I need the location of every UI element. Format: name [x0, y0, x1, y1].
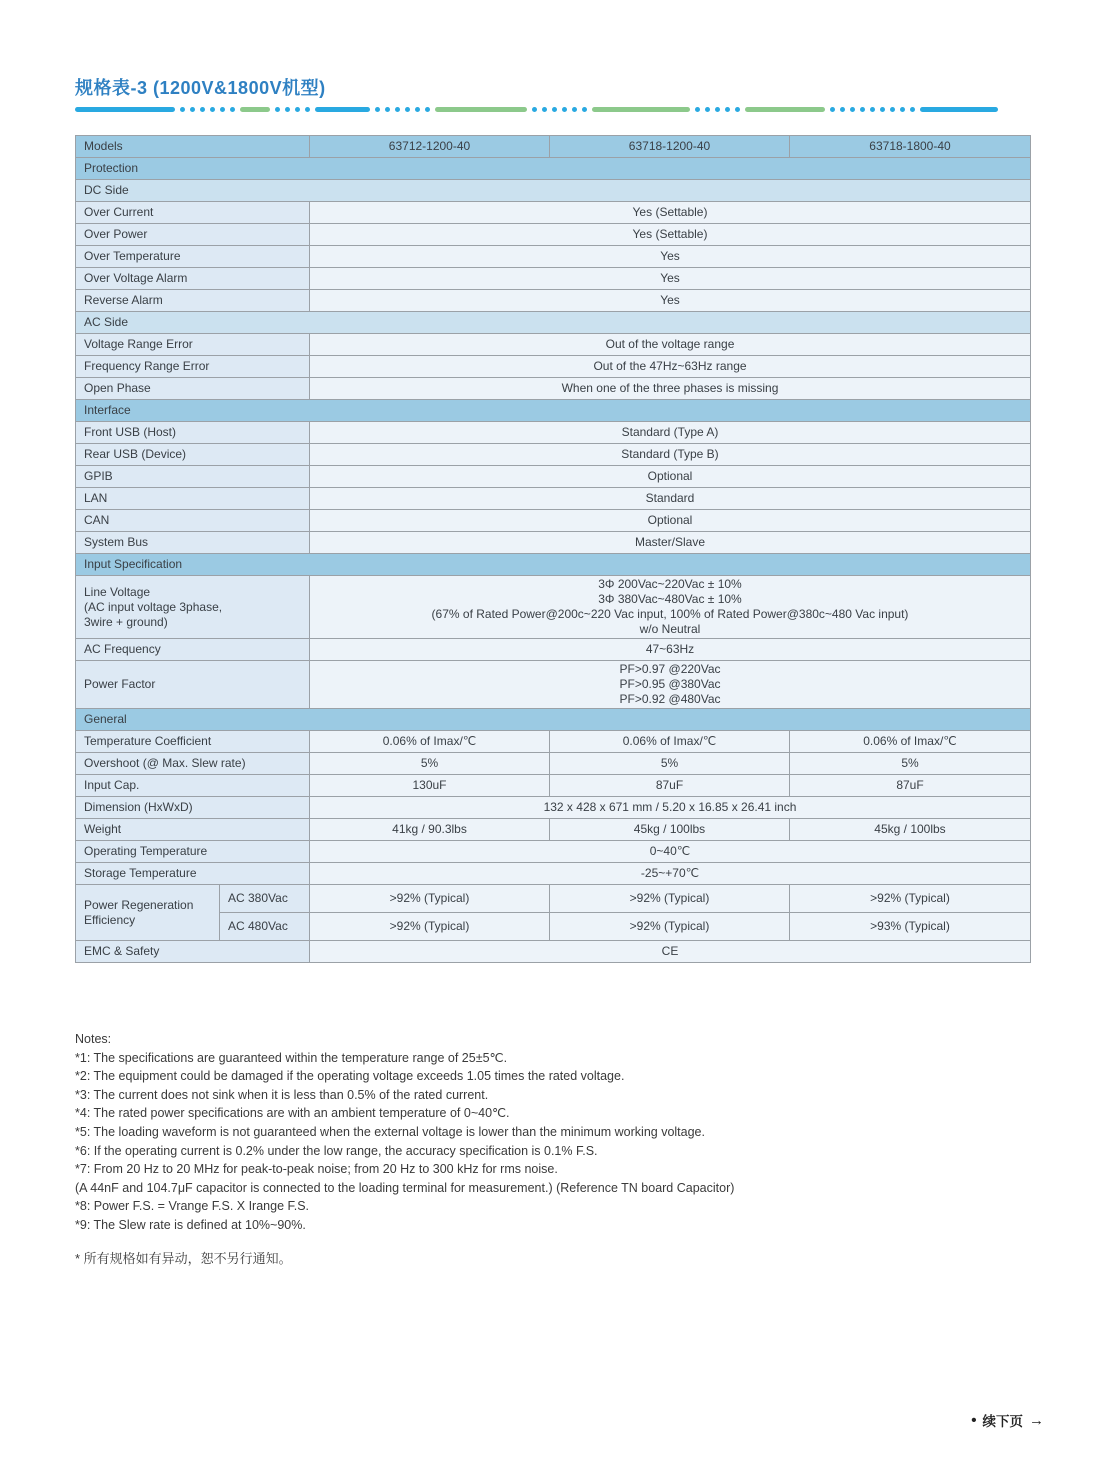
table-row-regen-380 [76, 885, 1031, 913]
decoration-dot [405, 107, 410, 112]
row-value: >93% (Typical) [790, 913, 1031, 941]
decoration-dot [285, 107, 290, 112]
row-label: GPIB [76, 466, 310, 488]
row-value: 87uF [550, 775, 790, 797]
decoration-dot [395, 107, 400, 112]
note-line: *9: The Slew rate is defined at 10%~90%. [75, 1217, 306, 1232]
table-row [76, 444, 1031, 466]
table-row [76, 532, 1031, 554]
table-row [76, 510, 1031, 532]
row-value: 45kg / 100lbs [790, 819, 1031, 841]
decoration-dot [705, 107, 710, 112]
decoration-dot [305, 107, 310, 112]
section-row-input-specification [76, 554, 1031, 576]
note-line: (A 44nF and 104.7μF capacitor is connected to the loading terminal for measurement.) (Reference TN board Capacitor) [75, 1180, 735, 1195]
notes-heading: Notes: [75, 1032, 112, 1046]
row-value: Yes [310, 246, 1031, 268]
page-title: 规格表-3 (1200V&1800V机型) [75, 78, 326, 98]
label-line: 3wire + ground) [84, 614, 168, 629]
decoration-dot [890, 107, 895, 112]
section-row-protection [76, 158, 1031, 180]
next-page-label: 续下页 [982, 1414, 1023, 1429]
subsection-row-dc-side [76, 180, 1031, 202]
row-value: -25~+70℃ [310, 863, 1031, 885]
row-sublabel: AC 480Vac [220, 913, 310, 941]
table-row [76, 378, 1031, 400]
right-arrow-icon: → [1029, 1411, 1044, 1429]
bullet-icon: • [971, 1411, 977, 1429]
row-label: Operating Temperature [76, 841, 310, 863]
decoration-dash [745, 107, 825, 112]
row-label [76, 576, 310, 639]
decoration-dot [900, 107, 905, 112]
note-line: *2: The equipment could be damaged if the operating voltage exceeds 1.05 times the rated voltage. [75, 1069, 625, 1084]
decoration-dash [75, 107, 175, 112]
row-label: Weight [76, 819, 310, 841]
note-line: *4: The rated power specifications are with an ambient temperature of 0~40℃. [75, 1106, 510, 1121]
row-value [310, 576, 1031, 639]
row-label: Input Cap. [76, 775, 310, 797]
row-label: EMC & Safety [76, 941, 310, 963]
next-page-indicator [971, 1410, 1044, 1430]
subsection-header: DC Side [76, 180, 1031, 202]
note-line: *8: Power F.S. = Vrange F.S. X Irange F.S. [75, 1199, 310, 1214]
row-label: Power Factor [76, 661, 310, 709]
models-row [76, 136, 1031, 158]
decoration-dot [582, 107, 587, 112]
table-row [76, 488, 1031, 510]
table-row [76, 775, 1031, 797]
title-underline-decoration [75, 106, 1030, 112]
table-row [76, 422, 1031, 444]
row-value: 0.06% of Imax/℃ [550, 731, 790, 753]
row-label: Overshoot (@ Max. Slew rate) [76, 753, 310, 775]
decoration-dot [725, 107, 730, 112]
row-value: >92% (Typical) [310, 885, 550, 913]
row-value: Master/Slave [310, 532, 1031, 554]
row-value: When one of the three phases is missing [310, 378, 1031, 400]
row-label: System Bus [76, 532, 310, 554]
decoration-dash [592, 107, 690, 112]
row-value: Optional [310, 510, 1031, 532]
table-row [76, 941, 1031, 963]
row-label: Voltage Range Error [76, 334, 310, 356]
decoration-dot [880, 107, 885, 112]
model-name: 63712-1200-40 [310, 136, 550, 158]
decoration-dash [435, 107, 527, 112]
row-label: Frequency Range Error [76, 356, 310, 378]
row-value: >92% (Typical) [790, 885, 1031, 913]
decoration-dot [532, 107, 537, 112]
row-label: Open Phase [76, 378, 310, 400]
decoration-dot [275, 107, 280, 112]
row-value: 132 x 428 x 671 mm / 5.20 x 16.85 x 26.41 inch [310, 797, 1031, 819]
table-row [76, 731, 1031, 753]
decoration-dot [200, 107, 205, 112]
decoration-dot [180, 107, 185, 112]
row-value: 5% [550, 753, 790, 775]
row-label: LAN [76, 488, 310, 510]
value-line: PF>0.92 @480Vac [619, 692, 721, 706]
row-value: 5% [790, 753, 1031, 775]
decoration-dot [840, 107, 845, 112]
note-line: *5: The loading waveform is not guaranteed when the external voltage is lower than the minimum working voltage. [75, 1124, 705, 1139]
notes-section [75, 1030, 975, 1235]
table-row [76, 639, 1031, 661]
decoration-dot [385, 107, 390, 112]
decoration-dot [562, 107, 567, 112]
row-value: 130uF [310, 775, 550, 797]
decoration-dot [230, 107, 235, 112]
row-value: Yes (Settable) [310, 202, 1031, 224]
value-line: w/o Neutral [639, 622, 701, 636]
row-label: Over Power [76, 224, 310, 246]
value-line: (67% of Rated Power@200c~220 Vac input, 100% of Rated Power@380c~480 Vac input) [431, 607, 909, 621]
table-row [76, 224, 1031, 246]
row-value: 45kg / 100lbs [550, 819, 790, 841]
decoration-dot [860, 107, 865, 112]
decoration-dot [870, 107, 875, 112]
row-value: Standard (Type B) [310, 444, 1031, 466]
row-label: CAN [76, 510, 310, 532]
row-value: Yes [310, 290, 1031, 312]
row-value: 0.06% of Imax/℃ [790, 731, 1031, 753]
row-label: AC Frequency [76, 639, 310, 661]
note-line: *1: The specifications are guaranteed within the temperature range of 25±5℃. [75, 1050, 508, 1065]
table-row [76, 268, 1031, 290]
row-value: 41kg / 90.3lbs [310, 819, 550, 841]
row-value [310, 661, 1031, 709]
note-line: *7: From 20 Hz to 20 MHz for peak-to-peak noise; from 20 Hz to 300 kHz for rms noise. [75, 1162, 558, 1177]
row-label: Front USB (Host) [76, 422, 310, 444]
table-row [76, 797, 1031, 819]
value-line: PF>0.95 @380Vac [619, 677, 721, 691]
row-label: Dimension (HxWxD) [76, 797, 310, 819]
decoration-dot [425, 107, 430, 112]
decoration-dot [715, 107, 720, 112]
row-value: Yes (Settable) [310, 224, 1031, 246]
row-value: Out of the voltage range [310, 334, 1031, 356]
decoration-dot [210, 107, 215, 112]
table-row [76, 246, 1031, 268]
row-value: >92% (Typical) [550, 913, 790, 941]
table-row [76, 334, 1031, 356]
table-row [76, 841, 1031, 863]
section-header: Interface [76, 400, 1031, 422]
value-line: PF>0.97 @220Vac [619, 662, 721, 676]
value-line: 3Φ 380Vac~480Vac ± 10% [598, 592, 742, 606]
decoration-dash [315, 107, 370, 112]
decoration-dash [240, 107, 270, 112]
section-header: General [76, 709, 1031, 731]
row-label: Over Voltage Alarm [76, 268, 310, 290]
model-name: 63718-1200-40 [550, 136, 790, 158]
row-value: >92% (Typical) [550, 885, 790, 913]
row-label: Storage Temperature [76, 863, 310, 885]
table-row-line-voltage [76, 576, 1031, 639]
subsection-header: AC Side [76, 312, 1031, 334]
row-value: Standard (Type A) [310, 422, 1031, 444]
decoration-dot [572, 107, 577, 112]
table-row [76, 863, 1031, 885]
row-value: 47~63Hz [310, 639, 1031, 661]
row-sublabel: AC 380Vac [220, 885, 310, 913]
table-row-regen-480 [76, 913, 1031, 941]
decoration-dot [415, 107, 420, 112]
decoration-dot [695, 107, 700, 112]
row-value: Optional [310, 466, 1031, 488]
row-value: Standard [310, 488, 1031, 510]
decoration-dot [220, 107, 225, 112]
subsection-row-ac-side [76, 312, 1031, 334]
models-label: Models [76, 136, 310, 158]
model-name: 63718-1800-40 [790, 136, 1031, 158]
value-line: 3Φ 200Vac~220Vac ± 10% [598, 577, 742, 591]
row-value: CE [310, 941, 1031, 963]
table-row [76, 819, 1031, 841]
decoration-dot [190, 107, 195, 112]
row-label: Temperature Coefficient [76, 731, 310, 753]
decoration-dot [850, 107, 855, 112]
row-label: Rear USB (Device) [76, 444, 310, 466]
decoration-dot [542, 107, 547, 112]
decoration-dot [830, 107, 835, 112]
section-row-interface [76, 400, 1031, 422]
note-line: *6: If the operating current is 0.2% under the low range, the accuracy specification is 0.1% F.S. [75, 1143, 598, 1158]
decoration-dot [735, 107, 740, 112]
row-label: Power Regeneration Efficiency [76, 885, 220, 941]
section-row-general [76, 709, 1031, 731]
row-value: 87uF [790, 775, 1031, 797]
table-row [76, 466, 1031, 488]
decoration-dash [920, 107, 998, 112]
table-row [76, 356, 1031, 378]
row-value: 0~40℃ [310, 841, 1031, 863]
section-header: Input Specification [76, 554, 1031, 576]
note-line: *3: The current does not sink when it is less than 0.5% of the rated current. [75, 1087, 489, 1102]
row-value: 0.06% of Imax/℃ [310, 731, 550, 753]
decoration-dot [552, 107, 557, 112]
decoration-dot [375, 107, 380, 112]
table-row [76, 202, 1031, 224]
label-line: (AC input voltage 3phase, [84, 599, 223, 614]
row-value: >92% (Typical) [310, 913, 550, 941]
table-row [76, 290, 1031, 312]
decoration-dot [910, 107, 915, 112]
spec-table [75, 135, 1031, 963]
decoration-dot [295, 107, 300, 112]
row-label: Over Temperature [76, 246, 310, 268]
table-row [76, 753, 1031, 775]
row-label: Over Current [76, 202, 310, 224]
row-value: 5% [310, 753, 550, 775]
label-line: Line Voltage [84, 584, 151, 599]
section-header: Protection [76, 158, 1031, 180]
row-label: Reverse Alarm [76, 290, 310, 312]
table-row-power-factor [76, 661, 1031, 709]
row-value: Yes [310, 268, 1031, 290]
row-value: Out of the 47Hz~63Hz range [310, 356, 1031, 378]
disclaimer-text: * 所有规格如有异动，恕不另行通知。 [75, 1251, 292, 1266]
